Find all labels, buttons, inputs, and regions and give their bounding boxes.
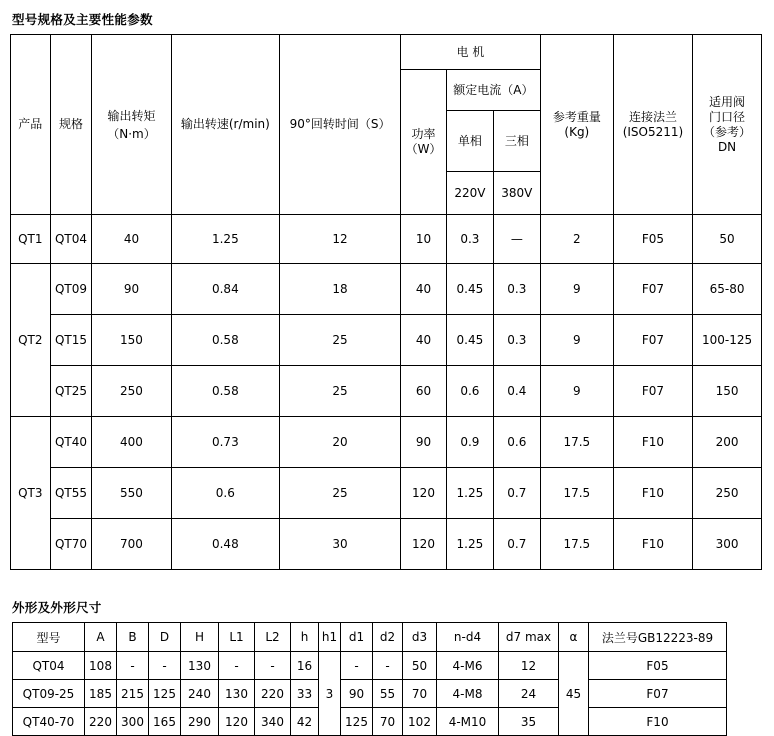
dim-header-d2: d2: [373, 623, 403, 652]
table-row: [11, 417, 762, 468]
cell-speed: 0.73: [171, 417, 279, 468]
cell-power: 10: [401, 215, 447, 264]
dim-cell-nd4: 4-M6: [437, 652, 499, 680]
cell-weight: 9: [540, 366, 613, 417]
header-model: 规格: [50, 35, 92, 215]
cell-torque: 90: [92, 264, 171, 315]
dim-cell-model: QT40-70: [13, 708, 85, 736]
cell-flange: F10: [613, 468, 692, 519]
header-power-line1: 功率: [411, 127, 436, 141]
cell-dn: 250: [693, 468, 762, 519]
cell-product: QT3: [11, 417, 51, 570]
cell-three-phase: 0.7: [493, 519, 540, 570]
cell-weight: 2: [540, 215, 613, 264]
header-torque-line1: 输出转矩: [107, 108, 156, 123]
header-flange-line2: (ISO5211): [622, 124, 684, 139]
table-row: [11, 215, 762, 264]
dim-header-flange-standard: 法兰号GB12223-89: [589, 623, 727, 652]
cell-torque: 400: [92, 417, 171, 468]
header-power-line2: （W）: [405, 142, 442, 156]
cell-speed: 0.48: [171, 519, 279, 570]
header-flange-line1: 连接法兰: [628, 109, 677, 124]
header-voltage-220: 220V: [446, 172, 493, 215]
cell-three-phase: 0.4: [493, 366, 540, 417]
cell-product: QT1: [11, 215, 51, 264]
cell-power: 120: [401, 519, 447, 570]
dim-cell-l1: 120: [219, 708, 255, 736]
cell-three-phase: 0.3: [493, 315, 540, 366]
header-dn-line2: 门口径: [709, 109, 746, 124]
dim-cell-d7max: 24: [499, 680, 559, 708]
cell-weight: 9: [540, 315, 613, 366]
dim-cell-flange: F07: [589, 680, 727, 708]
dim-cell-d1: -: [341, 652, 373, 680]
dim-cell-d3: 50: [403, 652, 437, 680]
cell-flange: F07: [613, 315, 692, 366]
cell-speed: 0.6: [171, 468, 279, 519]
dim-cell-nd4: 4-M8: [437, 680, 499, 708]
table-row: [11, 264, 762, 315]
cell-power: 120: [401, 468, 447, 519]
dim-cell-d: -: [149, 652, 181, 680]
table-row: [11, 468, 762, 519]
cell-single-phase: 0.45: [446, 315, 493, 366]
dim-cell-d2: 55: [373, 680, 403, 708]
dim-cell-d2: 70: [373, 708, 403, 736]
cell-speed: 0.84: [171, 264, 279, 315]
dim-cell-a: 108: [85, 652, 117, 680]
cell-weight: 17.5: [540, 417, 613, 468]
dimensions-table: [12, 622, 727, 736]
dim-row: [13, 708, 727, 736]
dim-cell-h-small: 33: [291, 680, 319, 708]
dim-header-b: B: [117, 623, 149, 652]
cell-dn: 50: [693, 215, 762, 264]
cell-torque: 550: [92, 468, 171, 519]
cell-single-phase: 0.45: [446, 264, 493, 315]
dim-header-l2: L2: [255, 623, 291, 652]
dim-cell-l2: 340: [255, 708, 291, 736]
cell-power: 60: [401, 366, 447, 417]
cell-model: QT70: [50, 519, 92, 570]
dim-header-model: 型号: [13, 623, 85, 652]
cell-dn: 150: [693, 366, 762, 417]
dim-cell-h: 240: [181, 680, 219, 708]
cell-model: QT55: [50, 468, 92, 519]
dimensions-section: [10, 598, 764, 736]
dim-header-d1: d1: [341, 623, 373, 652]
cell-speed: 0.58: [171, 315, 279, 366]
cell-model: QT15: [50, 315, 92, 366]
dim-cell-nd4: 4-M10: [437, 708, 499, 736]
cell-time: 20: [280, 417, 401, 468]
dim-cell-d7max: 12: [499, 652, 559, 680]
cell-time: 25: [280, 315, 401, 366]
dim-cell-d3: 102: [403, 708, 437, 736]
header-dn: [693, 35, 762, 215]
cell-three-phase: 0.3: [493, 264, 540, 315]
dim-row: [13, 652, 727, 680]
header-weight: [540, 35, 613, 215]
table-row: [11, 366, 762, 417]
cell-model: QT09: [50, 264, 92, 315]
cell-flange: F07: [613, 366, 692, 417]
header-dn-line4: DN: [717, 139, 737, 154]
header-product: 产品: [11, 35, 51, 215]
cell-power: 90: [401, 417, 447, 468]
cell-dn: 100-125: [693, 315, 762, 366]
header-time: 90°回转时间（S）: [280, 35, 401, 215]
dim-cell-d: 165: [149, 708, 181, 736]
cell-time: 25: [280, 366, 401, 417]
header-weight-line1: 参考重量: [552, 109, 601, 124]
table-row: [11, 315, 762, 366]
cell-speed: 0.58: [171, 366, 279, 417]
dim-cell-flange: F05: [589, 652, 727, 680]
cell-time: 30: [280, 519, 401, 570]
cell-product: QT2: [11, 264, 51, 417]
header-flange: [613, 35, 692, 215]
dim-cell-l1: -: [219, 652, 255, 680]
dim-header-row: [13, 623, 727, 652]
cell-torque: 700: [92, 519, 171, 570]
dim-header-d7max: d7 max: [499, 623, 559, 652]
table-header-row-1: [11, 35, 762, 70]
header-power: [401, 70, 447, 215]
cell-time: 12: [280, 215, 401, 264]
cell-torque: 40: [92, 215, 171, 264]
dim-cell-d3: 70: [403, 680, 437, 708]
header-motor: 电 机: [401, 35, 541, 70]
cell-single-phase: 1.25: [446, 519, 493, 570]
header-torque-line2: （N·m）: [107, 126, 156, 141]
dim-cell-l1: 130: [219, 680, 255, 708]
cell-weight: 9: [540, 264, 613, 315]
dim-header-h: H: [181, 623, 219, 652]
cell-flange: F05: [613, 215, 692, 264]
dim-header-a: A: [85, 623, 117, 652]
dim-header-alpha: α: [559, 623, 589, 652]
dim-header-l1: L1: [219, 623, 255, 652]
cell-three-phase: 0.6: [493, 417, 540, 468]
header-voltage-380: 380V: [493, 172, 540, 215]
dim-cell-h-small: 16: [291, 652, 319, 680]
cell-model: QT40: [50, 417, 92, 468]
cell-single-phase: 0.6: [446, 366, 493, 417]
dim-cell-h: 290: [181, 708, 219, 736]
header-three-phase: 三相: [493, 111, 540, 172]
cell-model: QT04: [50, 215, 92, 264]
cell-three-phase: 0.7: [493, 468, 540, 519]
cell-model: QT25: [50, 366, 92, 417]
cell-single-phase: 1.25: [446, 468, 493, 519]
dim-header-h-small: h: [291, 623, 319, 652]
dim-cell-l2: 220: [255, 680, 291, 708]
dim-cell-d: 125: [149, 680, 181, 708]
dim-cell-a: 185: [85, 680, 117, 708]
dim-header-nd4: n-d4: [437, 623, 499, 652]
dim-cell-b: -: [117, 652, 149, 680]
cell-flange: F07: [613, 264, 692, 315]
cell-time: 25: [280, 468, 401, 519]
dim-cell-alpha: 45: [559, 652, 589, 736]
dim-cell-h: 130: [181, 652, 219, 680]
dim-section-title: 外形及外形尺寸: [12, 600, 102, 615]
dim-header-d: D: [149, 623, 181, 652]
cell-single-phase: 0.9: [446, 417, 493, 468]
cell-weight: 17.5: [540, 468, 613, 519]
dim-cell-d1: 90: [341, 680, 373, 708]
dim-header-d3: d3: [403, 623, 437, 652]
dim-cell-model: QT09-25: [13, 680, 85, 708]
header-rated-current: 额定电流（A）: [446, 70, 540, 111]
dim-header-h1: h1: [319, 623, 341, 652]
dim-cell-b: 215: [117, 680, 149, 708]
cell-flange: F10: [613, 519, 692, 570]
header-torque: [92, 35, 171, 215]
dim-cell-model: QT04: [13, 652, 85, 680]
dim-cell-d1: 125: [341, 708, 373, 736]
dim-cell-d2: -: [373, 652, 403, 680]
header-dn-line1: 适用阀: [709, 94, 746, 109]
cell-power: 40: [401, 315, 447, 366]
cell-power: 40: [401, 264, 447, 315]
cell-torque: 250: [92, 366, 171, 417]
dim-cell-flange: F10: [589, 708, 727, 736]
header-weight-line2: (Kg): [564, 124, 590, 139]
cell-dn: 200: [693, 417, 762, 468]
cell-torque: 150: [92, 315, 171, 366]
header-dn-line3: （参考）: [703, 124, 752, 139]
specification-table: [10, 34, 762, 570]
header-single-phase: 单相: [446, 111, 493, 172]
header-speed: 输出转速(r/min): [171, 35, 279, 215]
cell-flange: F10: [613, 417, 692, 468]
cell-dn: 65-80: [693, 264, 762, 315]
table-row: [11, 519, 762, 570]
dim-cell-h-small: 42: [291, 708, 319, 736]
dim-row: [13, 680, 727, 708]
cell-time: 18: [280, 264, 401, 315]
dim-cell-l2: -: [255, 652, 291, 680]
dim-cell-a: 220: [85, 708, 117, 736]
dim-cell-h1: 3: [319, 652, 341, 736]
cell-three-phase: —: [493, 215, 540, 264]
dim-cell-d7max: 35: [499, 708, 559, 736]
cell-speed: 1.25: [171, 215, 279, 264]
spec-section-title: 型号规格及主要性能参数: [12, 12, 153, 27]
cell-dn: 300: [693, 519, 762, 570]
cell-single-phase: 0.3: [446, 215, 493, 264]
dim-cell-b: 300: [117, 708, 149, 736]
cell-weight: 17.5: [540, 519, 613, 570]
